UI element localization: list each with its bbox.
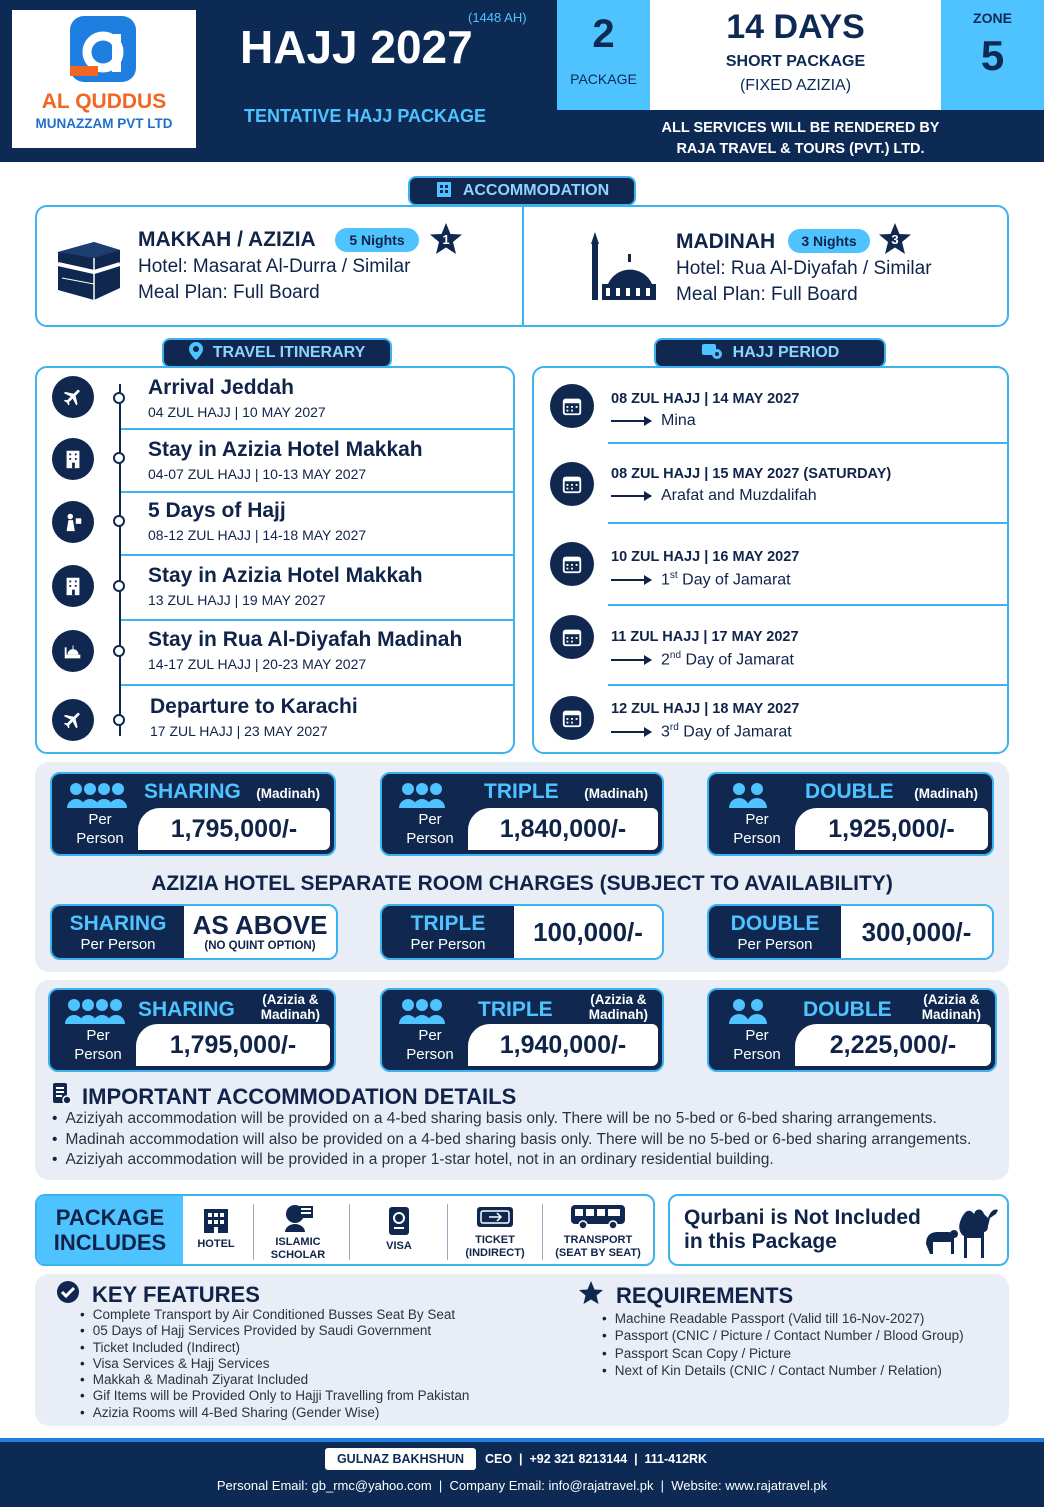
timeline-node	[113, 452, 125, 464]
include-label: TICKET	[475, 1234, 515, 1246]
madinah-meal: Meal Plan: Full Board	[676, 284, 858, 305]
timeline-node	[113, 515, 125, 527]
requirements-heading-row	[578, 1280, 793, 1311]
madinah-hotel: Hotel: Rua Al-Diyafah / Similar	[676, 258, 932, 279]
price-location: (Azizia & Madinah)	[588, 992, 648, 1022]
logo-box	[12, 10, 196, 148]
include-visa	[354, 1206, 444, 1253]
itinerary-date: 04 ZUL HAJJ | 10 MAY 2027	[148, 404, 326, 420]
separate-charges-heading: AZIZIA HOTEL SEPARATE ROOM CHARGES (SUBJECT TO AVAILABILITY)	[151, 872, 893, 895]
accommodation-tag-label: ACCOMMODATION	[462, 182, 610, 199]
zone-number: 5	[980, 32, 1005, 79]
price-type: SHARING	[138, 998, 235, 1021]
hajj-period-place: Day of Jamarat	[682, 571, 791, 589]
zone-box	[941, 0, 1044, 110]
itinerary-tag	[162, 338, 392, 368]
itinerary-item-4	[35, 621, 515, 686]
separate-per-person: Per Person	[80, 936, 156, 953]
hajj-period-place: Mina	[661, 412, 696, 429]
building-icon	[52, 438, 94, 480]
separate-card-triple	[380, 904, 664, 960]
itinerary-title: Stay in Azizia Hotel Makkah	[148, 438, 423, 461]
days-count: 14 DAYS	[726, 8, 865, 46]
features-list	[80, 1307, 469, 1421]
hajj-period-tag-label: HAJJ PERIOD	[732, 344, 840, 361]
accommodation-tag	[408, 176, 636, 206]
requirement-item: • Machine Readable Passport (Valid till 16-Nov-2027)	[602, 1310, 964, 1327]
calendar-icon	[550, 615, 594, 659]
separate-value: 300,000/-	[861, 916, 972, 947]
makkah-meal: Meal Plan: Full Board	[138, 282, 320, 303]
price-value: 1,840,000/-	[468, 808, 658, 850]
itinerary-title: Arrival Jeddah	[148, 376, 294, 399]
include-label: VISA	[386, 1240, 412, 1252]
plane-icon	[52, 699, 94, 741]
hajj-icon	[52, 501, 94, 543]
separate-value: 100,000/-	[533, 916, 643, 947]
arrow-icon	[611, 579, 651, 581]
makkah-hotel: Hotel: Masarat Al-Durra / Similar	[138, 256, 411, 277]
price-type: TRIPLE	[478, 998, 553, 1021]
include-divider	[447, 1204, 448, 1260]
per-person-label: Per Person	[74, 1027, 122, 1063]
itinerary-title: 5 Days of Hajj	[148, 499, 286, 522]
hajj-period-tag	[654, 338, 886, 368]
feature-item: • 05 Days of Hajj Services Provided by Saudi Government	[80, 1323, 469, 1339]
details-heading-row	[52, 1082, 516, 1111]
include-transport	[548, 1202, 648, 1260]
price-card-sharing-madinah	[50, 772, 336, 856]
brand-name: AL QUDDUS	[41, 90, 167, 113]
visa-icon	[387, 1206, 411, 1236]
price-value: 1,795,000/-	[136, 1024, 330, 1066]
itinerary-item-1	[35, 430, 515, 493]
accommodation-divider	[522, 207, 524, 325]
short-package: SHORT PACKAGE	[725, 53, 866, 70]
calendar-icon	[550, 542, 594, 586]
price-location: (Madinah)	[584, 786, 648, 801]
price-type: DOUBLE	[805, 780, 894, 803]
price-value: 1,795,000/-	[138, 808, 330, 850]
hajj-period-item-1	[532, 444, 1009, 524]
hajj-period-date: 11 ZUL HAJJ | 17 MAY 2027	[611, 629, 799, 645]
price-type: SHARING	[144, 780, 241, 803]
details-item: • Madinah accommodation will also be provided on a 4-bed sharing basis only. There will be no 5-bed or 6-bed sharing arrangements.	[52, 1130, 971, 1151]
itinerary-item-0	[35, 368, 515, 430]
separate-type: DOUBLE	[730, 912, 820, 935]
features-heading-row	[56, 1280, 260, 1309]
price-value: 2,225,000/-	[795, 1024, 991, 1066]
timeline-node	[113, 580, 125, 592]
qurbani-line-1: Qurbani is Not Included	[684, 1206, 921, 1229]
package-number: 2	[592, 12, 615, 56]
feature-item: • Makkah & Madinah Ziyarat Included	[80, 1372, 469, 1388]
mosque-icon	[52, 630, 94, 672]
itinerary-date: 17 ZUL HAJJ | 23 MAY 2027	[150, 723, 328, 739]
separate-per-person: Per Person	[737, 936, 813, 953]
star-icon	[578, 1280, 604, 1311]
separate-type: SHARING	[69, 912, 167, 935]
arrow-icon	[611, 731, 651, 733]
separate-card-sharing	[50, 904, 338, 960]
makkah-order-star	[428, 222, 464, 258]
itinerary-tag-label: TRAVEL ITINERARY	[212, 344, 366, 361]
includes-box	[35, 1194, 655, 1266]
calendar-icon	[550, 696, 594, 740]
jamarat-day-number: 3	[661, 723, 670, 741]
services-line-1: ALL SERVICES WILL BE RENDERED BY	[661, 120, 940, 136]
feature-item: • Ticket Included (Indirect)	[80, 1340, 469, 1356]
itinerary-date: 04-07 ZUL HAJJ | 10-13 MAY 2027	[148, 466, 367, 482]
itinerary-item-2	[35, 493, 515, 556]
fixed-azizia: (FIXED AZIZIA)	[739, 77, 852, 94]
hajj-period-item-3	[532, 606, 1009, 686]
timeline-node	[113, 645, 125, 657]
arrow-icon	[611, 495, 651, 497]
building-icon	[52, 565, 94, 607]
details-list	[52, 1109, 971, 1171]
include-label: ISLAMIC	[275, 1236, 321, 1248]
requirement-item: • Passport (CNIC / Picture / Contact Number / Blood Group)	[602, 1327, 964, 1344]
separate-per-person: Per Person	[410, 936, 486, 953]
brand-sub: MUNAZZAM PVT LTD	[35, 116, 173, 131]
separate-card-double	[707, 904, 994, 960]
hajj-period-item-4	[532, 686, 1009, 752]
include-label: TRANSPORT	[563, 1234, 633, 1246]
includes-label-box	[37, 1196, 183, 1264]
hajj-period-place: Arafat and Muzdalifah	[661, 487, 817, 504]
calendar-icon	[550, 384, 594, 428]
price-type: DOUBLE	[803, 998, 892, 1021]
hotel-icon	[435, 180, 453, 203]
hajj-period-item-2	[532, 524, 1009, 606]
per-person-label: Per Person	[733, 811, 781, 847]
package-label: PACKAGE	[570, 71, 637, 87]
include-label-sub: (SEAT BY SEAT)	[555, 1247, 641, 1259]
include-divider	[542, 1204, 543, 1260]
include-hotel	[171, 1206, 261, 1251]
per-person-label: Per Person	[406, 811, 454, 847]
details-heading: IMPORTANT ACCOMMODATION DETAILS	[82, 1083, 517, 1109]
calendar-icon	[550, 462, 594, 506]
footer-name: GULNAZ BAKHSHUN	[325, 1448, 476, 1470]
plane-icon	[52, 376, 94, 418]
include-ticket	[450, 1202, 540, 1260]
check-circle-icon	[56, 1280, 80, 1309]
itinerary-item-3	[35, 556, 515, 621]
hotel-icon	[200, 1206, 232, 1234]
footer	[0, 1438, 1044, 1507]
timeline-node	[113, 714, 125, 726]
location-pin-icon	[189, 342, 203, 365]
hijri-year: (1448 AH)	[468, 10, 527, 25]
requirements-list	[602, 1310, 964, 1380]
requirements-heading: REQUIREMENTS	[616, 1282, 794, 1308]
price-card-double-both	[707, 988, 997, 1072]
makkah-nights-badge: 5 Nights	[335, 228, 419, 252]
price-card-triple-madinah	[380, 772, 664, 856]
footer-emails: Personal Email: gb_rmc@yahoo.com | Company Email: info@rajatravel.pk | Website: www.rajatravel.pk	[216, 1478, 828, 1493]
footer-contact: CEO | +92 321 8213144 | 111-412RK	[485, 1452, 708, 1466]
days-box	[650, 0, 941, 110]
separate-note: (NO QUINT OPTION)	[204, 940, 316, 952]
madinah-nights-badge: 3 Nights	[788, 229, 870, 253]
logo-icon	[70, 16, 136, 82]
itinerary-item-5	[35, 686, 515, 752]
requirement-item: • Passport Scan Copy / Picture	[602, 1345, 964, 1362]
requirement-item: • Next of Kin Details (CNIC / Contact Number / Relation)	[602, 1362, 964, 1379]
hajj-period-date: 12 ZUL HAJJ | 18 MAY 2027	[611, 701, 800, 717]
separate-type: TRIPLE	[410, 912, 486, 935]
include-scholar	[253, 1202, 343, 1262]
feature-item: • Azizia Rooms will 4-Bed Sharing (Gender Wise)	[80, 1405, 469, 1421]
hajj-period-date: 10 ZUL HAJJ | 16 MAY 2027	[611, 549, 800, 565]
makkah-order-number: 1	[442, 232, 450, 247]
jamarat-day-suffix: st	[669, 570, 678, 581]
details-item: • Aziziyah accommodation will be provided in a proper 1-star hotel, not in an ordinary residential building.	[52, 1150, 971, 1171]
jamarat-day-suffix: rd	[669, 722, 679, 733]
ticket-icon	[475, 1202, 515, 1230]
features-heading: KEY FEATURES	[92, 1281, 260, 1307]
price-location: (Madinah)	[914, 786, 978, 801]
itinerary-date: 13 ZUL HAJJ | 19 MAY 2027	[148, 592, 326, 608]
jamarat-day-number: 2	[661, 651, 670, 669]
zone-label: ZONE	[973, 10, 1012, 26]
services-line-2: RAJA TRAVEL & TOURS (PVT.) LTD.	[676, 141, 925, 157]
price-type: TRIPLE	[484, 780, 559, 803]
price-card-sharing-both	[48, 988, 336, 1072]
hajj-period-item-0	[532, 368, 1009, 444]
feature-item: • Gif Items will be Provided Only to Hajji Travelling from Pakistan	[80, 1388, 469, 1404]
itinerary-title: Departure to Karachi	[150, 695, 358, 718]
hajj-period-date: 08 ZUL HAJJ | 15 MAY 2027 (SATURDAY)	[611, 466, 892, 482]
madinah-mosque-icon	[586, 230, 658, 309]
price-value: 1,940,000/-	[468, 1024, 658, 1066]
hajj-period-place: Day of Jamarat	[683, 723, 792, 741]
include-label-sub: (INDIRECT)	[465, 1247, 525, 1259]
hajj-period-date: 08 ZUL HAJJ | 14 MAY 2027	[611, 391, 800, 407]
qurbani-box	[668, 1194, 1009, 1266]
camel-icon	[920, 1200, 1004, 1267]
bus-icon	[569, 1202, 627, 1230]
qurbani-line-2: in this Package	[684, 1230, 837, 1253]
kaaba-icon	[54, 234, 124, 309]
jamarat-day-suffix: nd	[669, 650, 682, 661]
itinerary-date: 14-17 ZUL HAJJ | 20-23 MAY 2027	[148, 656, 367, 672]
price-location: (Madinah)	[256, 786, 320, 801]
price-card-double-madinah	[707, 772, 994, 856]
includes-label-line-2: INCLUDES	[53, 1230, 167, 1255]
madinah-order-number: 3	[891, 232, 899, 247]
footer-accent-line	[0, 1438, 1044, 1442]
makkah-city: MAKKAH / AZIZIA	[138, 228, 316, 251]
itinerary-title: Stay in Azizia Hotel Makkah	[148, 564, 423, 587]
per-person-label: Per Person	[733, 1027, 781, 1063]
include-divider	[349, 1204, 350, 1260]
price-location: (Azizia & Madinah)	[260, 992, 320, 1022]
arrow-icon	[611, 420, 651, 422]
per-person-label: Per Person	[76, 811, 124, 847]
bus-group-icon	[701, 342, 723, 365]
includes-label-line-1: PACKAGE	[55, 1205, 165, 1230]
price-card-triple-both	[380, 988, 664, 1072]
details-item: • Aziziyah accommodation will be provided on a 4-bed sharing basis only. There will be no 5-bed or 6-bed sharing arrangements.	[52, 1109, 971, 1130]
package-box	[557, 0, 650, 110]
page-title: HAJJ 2027	[240, 21, 473, 73]
timeline-node	[113, 392, 125, 404]
madinah-city: MADINAH	[676, 230, 776, 253]
arrow-icon	[611, 659, 651, 661]
feature-item: • Visa Services & Hajj Services	[80, 1356, 469, 1372]
include-label: HOTEL	[197, 1238, 235, 1250]
page-subtitle: TENTATIVE HAJJ PACKAGE	[244, 106, 487, 126]
madinah-order-star	[877, 222, 913, 258]
scholar-icon	[281, 1202, 315, 1232]
jamarat-day-number: 1	[661, 571, 670, 589]
feature-item: • Complete Transport by Air Conditioned Busses Seat By Seat	[80, 1307, 469, 1323]
include-label-sub: SCHOLAR	[270, 1249, 326, 1261]
itinerary-title: Stay in Rua Al-Diyafah Madinah	[148, 628, 463, 651]
price-value: 1,925,000/-	[795, 808, 988, 850]
separate-value: AS ABOVE	[192, 910, 328, 940]
price-location: (Azizia & Madinah)	[921, 992, 981, 1022]
per-person-label: Per Person	[406, 1027, 454, 1063]
document-icon	[52, 1082, 72, 1111]
hajj-period-place: Day of Jamarat	[685, 651, 794, 669]
itinerary-date: 08-12 ZUL HAJJ | 14-18 MAY 2027	[148, 527, 367, 543]
